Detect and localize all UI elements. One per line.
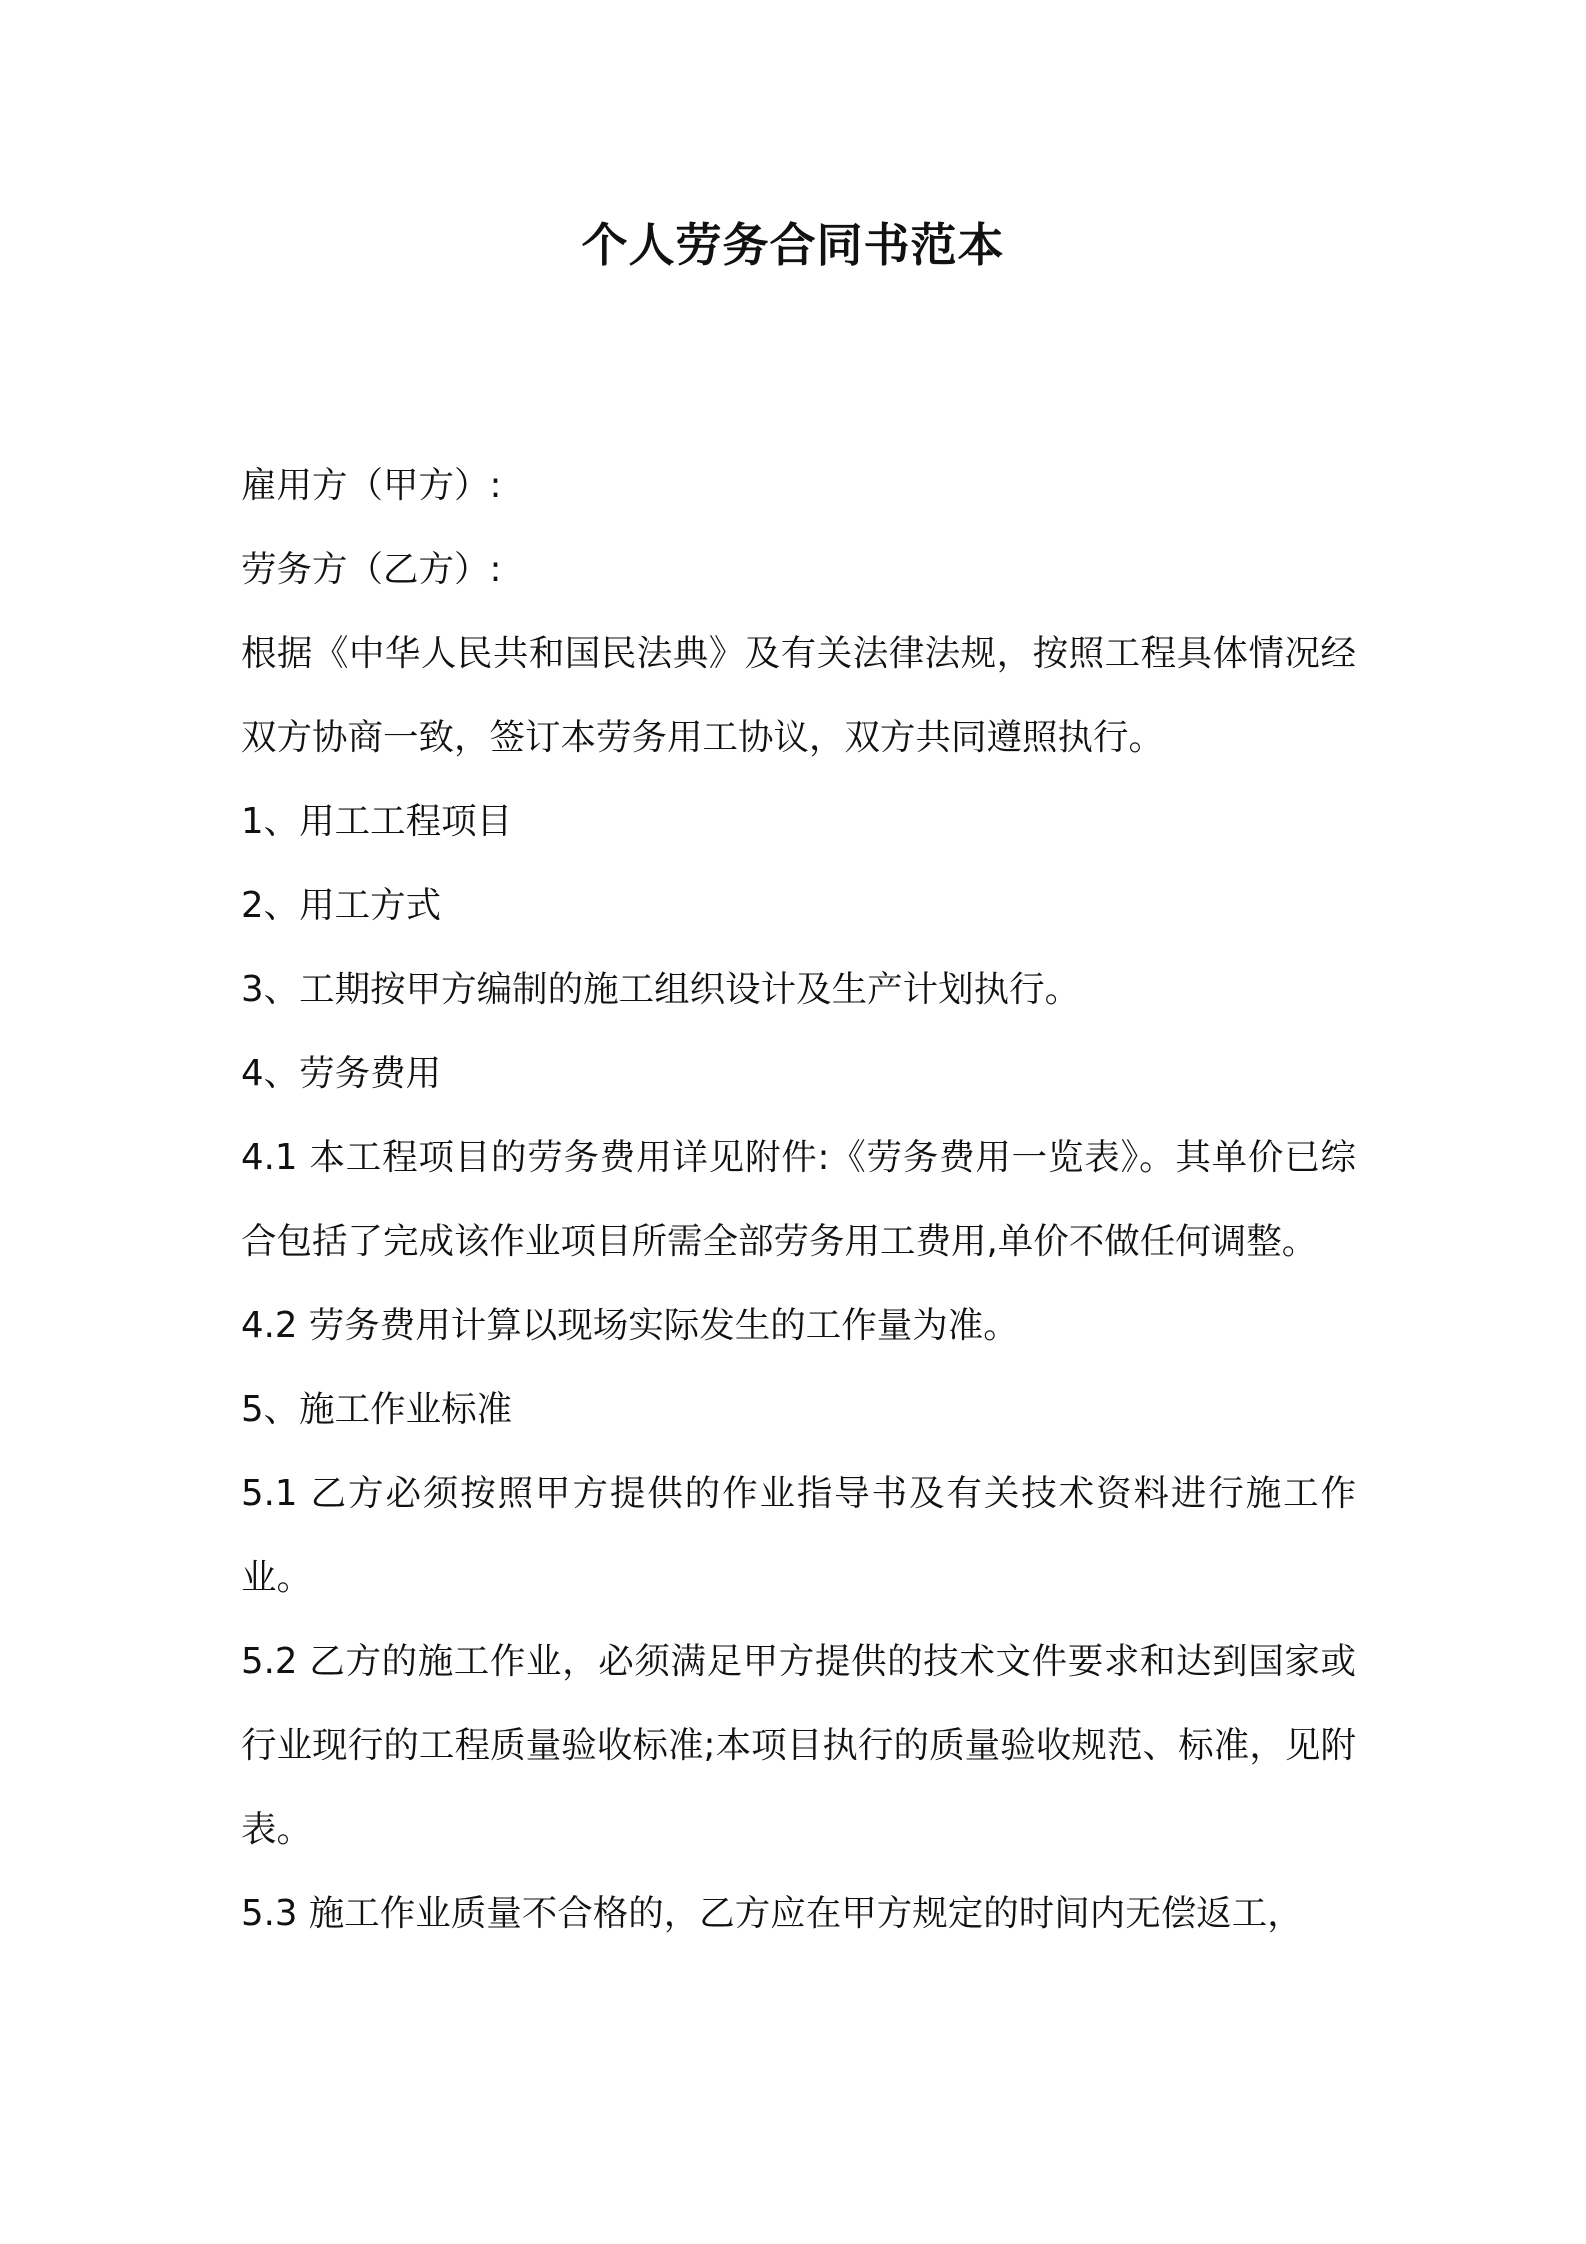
party-b-line: 劳务方（乙方）:: [241, 549, 502, 590]
clause-4-2-paragraph: 4.2 劳务费用计算以现场实际发生的工作量为准。: [241, 1305, 1019, 1346]
clause-3-paragraph: 3、工期按甲方编制的施工组织设计及生产计划执行。: [241, 969, 1081, 1010]
clause-2-heading: 2、用工方式: [241, 885, 442, 926]
clause-5-heading: 5、施工作业标准: [241, 1389, 513, 1430]
document-title: 个人劳务合同书范本: [581, 218, 1005, 272]
document-body: [241, 444, 1356, 1956]
clause-1-heading: 1、用工工程项目: [241, 801, 513, 842]
clause-4-heading: 4、劳务费用: [241, 1053, 442, 1094]
preamble-paragraph: 根据《中华人民共和国民法典》及有关法律法规，按照工程具体情况经双方协商一致，签订本劳务用工协议，双方共同遵照执行。: [241, 633, 1356, 758]
clause-5-3-paragraph: 5.3 施工作业质量不合格的，乙方应在甲方规定的时间内无偿返工，: [241, 1893, 1303, 1934]
clause-5-2-paragraph: 5.2 乙方的施工作业，必须满足甲方提供的技术文件要求和达到国家或行业现行的工程质量验收标准;本项目执行的质量验收规范、标准，见附表。: [241, 1641, 1356, 1850]
party-a-line: 雇用方（甲方）:: [241, 465, 502, 506]
clause-5-1-paragraph: 5.1 乙方必须按照甲方提供的作业指导书及有关技术资料进行施工作业。: [241, 1473, 1356, 1598]
clause-4-1-paragraph: 4.1 本工程项目的劳务费用详见附件:《劳务费用一览表》。其单价已综合包括了完成该作业项目所需全部劳务用工费用,单价不做任何调整。: [241, 1137, 1356, 1262]
